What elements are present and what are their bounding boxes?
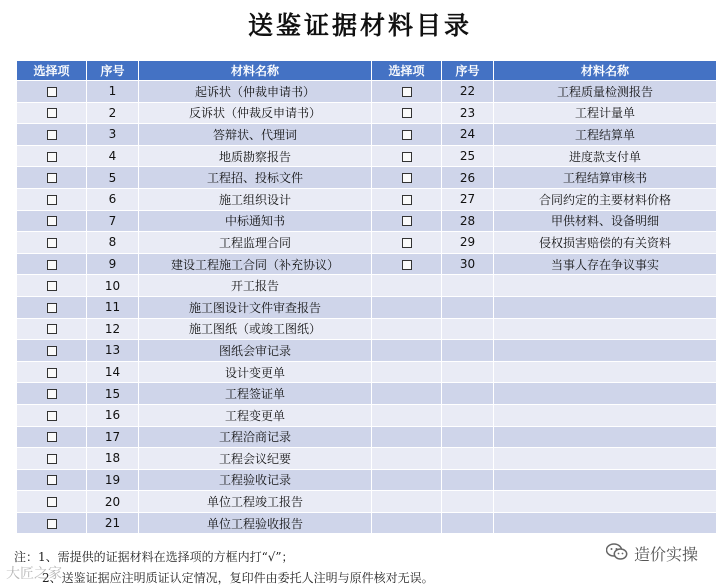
left-select-cell [17, 145, 87, 167]
right-select-cell [372, 383, 442, 405]
right-number-cell [442, 512, 494, 534]
right-material-name-cell: 侵权损害赔偿的有关资料 [494, 232, 717, 254]
right-material-name-cell: 当事人存在争议事实 [494, 253, 717, 275]
right-number-cell [442, 318, 494, 340]
table-row [17, 167, 717, 189]
checkbox[interactable] [47, 368, 57, 378]
left-material-name-cell: 地质勘察报告 [139, 145, 372, 167]
left-number-cell: 8 [87, 232, 139, 254]
checkbox[interactable] [47, 497, 57, 507]
checkbox[interactable] [47, 454, 57, 464]
left-select-cell [17, 340, 87, 362]
table-row [17, 469, 717, 491]
right-select-cell [372, 81, 442, 103]
left-select-cell [17, 448, 87, 470]
left-select-cell [17, 469, 87, 491]
right-number-cell [442, 491, 494, 513]
checkbox[interactable] [47, 324, 57, 334]
left-number-cell: 7 [87, 210, 139, 232]
watermark-text: 造价实操 [633, 545, 698, 564]
right-material-name-cell [494, 296, 717, 318]
left-material-name-cell: 图纸会审记录 [139, 340, 372, 362]
checkbox[interactable] [47, 260, 57, 270]
right-select-cell [372, 469, 442, 491]
right-material-name-cell [494, 318, 717, 340]
checkbox[interactable] [402, 152, 412, 162]
right-number-cell: 22 [442, 81, 494, 103]
left-number-cell: 19 [87, 469, 139, 491]
left-material-name-cell: 起诉状（仲裁申请书） [139, 81, 372, 103]
left-material-name-cell: 反诉状（仲裁反申请书） [139, 102, 372, 124]
right-number-cell [442, 361, 494, 383]
table-row [17, 448, 717, 470]
note-line-2: 2、送鉴证据应注明质证认定情况，复印件由委托人注明与原件核对无误。 [42, 571, 434, 585]
right-material-name-cell: 工程结算单 [494, 124, 717, 146]
right-select-cell [372, 340, 442, 362]
table-header-row [17, 61, 717, 81]
left-number-cell: 21 [87, 512, 139, 534]
table-row [17, 491, 717, 513]
checkbox[interactable] [47, 238, 57, 248]
right-material-name-cell [494, 361, 717, 383]
right-number-cell: 28 [442, 210, 494, 232]
left-select-cell [17, 491, 87, 513]
table-row [17, 188, 717, 210]
left-material-name-cell: 施工组织设计 [139, 188, 372, 210]
left-select-cell [17, 275, 87, 297]
right-material-name-cell [494, 404, 717, 426]
table-row [17, 145, 717, 167]
left-select-cell [17, 318, 87, 340]
right-select-cell [372, 361, 442, 383]
checkbox[interactable] [47, 108, 57, 118]
left-number-cell: 3 [87, 124, 139, 146]
left-material-name-cell: 中标通知书 [139, 210, 372, 232]
right-material-name-cell: 甲供材料、设备明细 [494, 210, 717, 232]
left-number-cell: 9 [87, 253, 139, 275]
checkbox[interactable] [402, 108, 412, 118]
right-number-cell: 30 [442, 253, 494, 275]
column-header-material-name: 材料名称 [139, 61, 372, 81]
right-select-cell [372, 167, 442, 189]
checkbox[interactable] [47, 432, 57, 442]
checkbox[interactable] [47, 173, 57, 183]
left-material-name-cell: 工程会议纪要 [139, 448, 372, 470]
table-row [17, 296, 717, 318]
left-material-name-cell: 工程招、投标文件 [139, 167, 372, 189]
checkbox[interactable] [47, 475, 57, 485]
checkbox[interactable] [402, 238, 412, 248]
checkbox[interactable] [47, 216, 57, 226]
table-row [17, 361, 717, 383]
right-select-cell [372, 296, 442, 318]
right-number-cell: 27 [442, 188, 494, 210]
checkbox[interactable] [402, 130, 412, 140]
left-select-cell [17, 296, 87, 318]
right-select-cell [372, 124, 442, 146]
right-select-cell [372, 232, 442, 254]
checkbox[interactable] [402, 216, 412, 226]
right-select-cell [372, 318, 442, 340]
left-material-name-cell: 单位工程验收报告 [139, 512, 372, 534]
right-material-name-cell [494, 275, 717, 297]
table-row [17, 318, 717, 340]
materials-table [16, 60, 717, 534]
table-row [17, 253, 717, 275]
checkbox[interactable] [47, 87, 57, 97]
checkbox[interactable] [47, 346, 57, 356]
right-select-cell [372, 210, 442, 232]
right-material-name-cell: 工程计量单 [494, 102, 717, 124]
left-number-cell: 11 [87, 296, 139, 318]
left-material-name-cell: 工程洽商记录 [139, 426, 372, 448]
checkbox[interactable] [47, 152, 57, 162]
right-number-cell [442, 469, 494, 491]
left-select-cell [17, 102, 87, 124]
left-number-cell: 20 [87, 491, 139, 513]
left-number-cell: 18 [87, 448, 139, 470]
right-material-name-cell: 工程结算审核书 [494, 167, 717, 189]
left-number-cell: 10 [87, 275, 139, 297]
right-material-name-cell [494, 426, 717, 448]
left-number-cell: 15 [87, 383, 139, 405]
left-number-cell: 13 [87, 340, 139, 362]
table-row [17, 232, 717, 254]
right-material-name-cell [494, 383, 717, 405]
left-select-cell [17, 426, 87, 448]
left-material-name-cell: 开工报告 [139, 275, 372, 297]
page-title: 送鉴证据材料目录 [247, 11, 472, 40]
watermark-wechat [606, 542, 698, 565]
right-select-cell [372, 512, 442, 534]
right-number-cell [442, 275, 494, 297]
left-number-cell: 5 [87, 167, 139, 189]
right-material-name-cell: 工程质量检测报告 [494, 81, 717, 103]
column-header-number: 序号 [442, 61, 494, 81]
table-row [17, 404, 717, 426]
right-select-cell [372, 188, 442, 210]
right-material-name-cell [494, 340, 717, 362]
right-material-name-cell [494, 491, 717, 513]
right-number-cell [442, 296, 494, 318]
left-select-cell [17, 404, 87, 426]
left-select-cell [17, 383, 87, 405]
left-number-cell: 12 [87, 318, 139, 340]
right-material-name-cell [494, 512, 717, 534]
left-number-cell: 1 [87, 81, 139, 103]
left-number-cell: 6 [87, 188, 139, 210]
table-row [17, 275, 717, 297]
right-select-cell [372, 275, 442, 297]
right-number-cell [442, 448, 494, 470]
checkbox[interactable] [47, 519, 57, 529]
wechat-icon [606, 543, 628, 565]
right-number-cell: 23 [442, 102, 494, 124]
left-select-cell [17, 124, 87, 146]
left-select-cell [17, 361, 87, 383]
left-select-cell [17, 167, 87, 189]
right-select-cell [372, 491, 442, 513]
column-header-number: 序号 [87, 61, 139, 81]
table-row [17, 383, 717, 405]
right-select-cell [372, 253, 442, 275]
table-row [17, 426, 717, 448]
left-material-name-cell: 工程验收记录 [139, 469, 372, 491]
left-select-cell [17, 512, 87, 534]
right-material-name-cell: 进度款支付单 [494, 145, 717, 167]
watermark-left: 大匠之家 [6, 566, 62, 582]
left-material-name-cell: 设计变更单 [139, 361, 372, 383]
left-material-name-cell: 建设工程施工合同（补充协议） [139, 253, 372, 275]
left-select-cell [17, 253, 87, 275]
right-material-name-cell: 合同约定的主要材料价格 [494, 188, 717, 210]
right-select-cell [372, 404, 442, 426]
column-header-material-name: 材料名称 [494, 61, 717, 81]
left-select-cell [17, 188, 87, 210]
left-select-cell [17, 81, 87, 103]
checkbox[interactable] [47, 281, 57, 291]
right-number-cell [442, 340, 494, 362]
left-select-cell [17, 210, 87, 232]
left-material-name-cell: 单位工程竣工报告 [139, 491, 372, 513]
checkbox[interactable] [47, 389, 57, 399]
left-material-name-cell: 工程监理合同 [139, 232, 372, 254]
column-header-select: 选择项 [372, 61, 442, 81]
checkbox[interactable] [47, 130, 57, 140]
left-number-cell: 14 [87, 361, 139, 383]
right-material-name-cell [494, 469, 717, 491]
left-material-name-cell: 工程签证单 [139, 383, 372, 405]
right-number-cell [442, 404, 494, 426]
left-material-name-cell: 施工图设计文件审查报告 [139, 296, 372, 318]
right-number-cell [442, 426, 494, 448]
note-line-1: 注：1、需提供的证据材料在选择项的方框内打“√”； [14, 550, 294, 564]
checkbox[interactable] [402, 260, 412, 270]
right-select-cell [372, 426, 442, 448]
left-material-name-cell: 答辩状、代理词 [139, 124, 372, 146]
left-number-cell: 4 [87, 145, 139, 167]
column-header-select: 选择项 [17, 61, 87, 81]
left-number-cell: 17 [87, 426, 139, 448]
checkbox[interactable] [402, 87, 412, 97]
table-row [17, 210, 717, 232]
table-row [17, 102, 717, 124]
right-number-cell: 24 [442, 124, 494, 146]
table-row [17, 340, 717, 362]
left-number-cell: 16 [87, 404, 139, 426]
left-select-cell [17, 232, 87, 254]
right-select-cell [372, 448, 442, 470]
checkbox[interactable] [47, 303, 57, 313]
table-row [17, 124, 717, 146]
checkbox[interactable] [47, 195, 57, 205]
right-number-cell: 26 [442, 167, 494, 189]
right-number-cell: 25 [442, 145, 494, 167]
right-number-cell: 29 [442, 232, 494, 254]
right-material-name-cell [494, 448, 717, 470]
table-row [17, 81, 717, 103]
checkbox[interactable] [402, 173, 412, 183]
left-number-cell: 2 [87, 102, 139, 124]
right-number-cell [442, 383, 494, 405]
table-row [17, 512, 717, 534]
checkbox[interactable] [47, 411, 57, 421]
left-material-name-cell: 施工图纸（或竣工图纸） [139, 318, 372, 340]
right-select-cell [372, 145, 442, 167]
left-material-name-cell: 工程变更单 [139, 404, 372, 426]
checkbox[interactable] [402, 195, 412, 205]
right-select-cell [372, 102, 442, 124]
